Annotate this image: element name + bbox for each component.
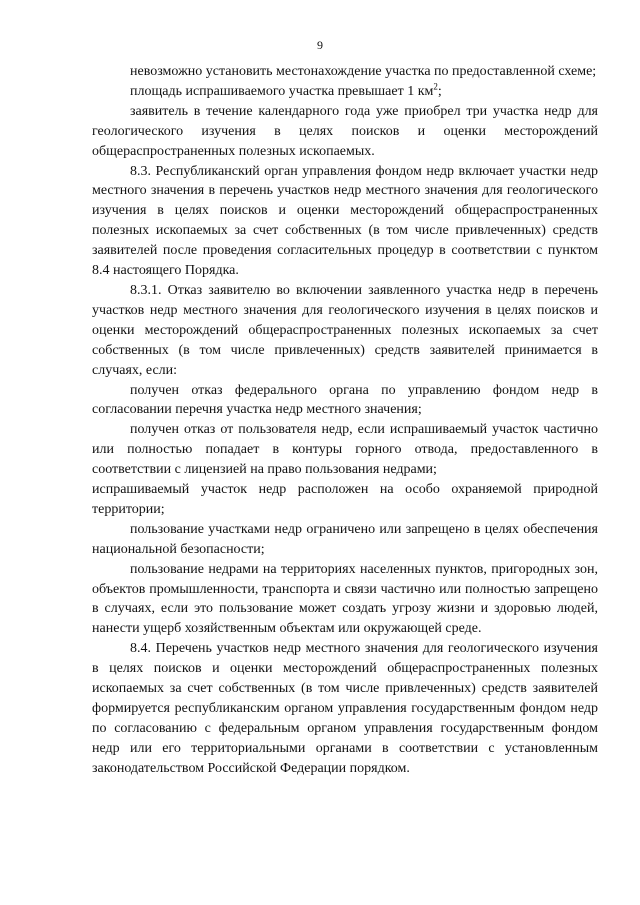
paragraph-text: 8.4. Перечень участков недр местного значения для геологического изучения в целях поисков и оценки месторождений общераспространенных полезных ископаемых за счет собственных (в том числе привлеченных) средств заявителей формируется республиканским органом управления государственным фондом недр по согласованию с федеральным органом управления государственным фондом недр или его территориальными органами в соответствии с установленным законодательством Российской Федерации порядком.: [92, 641, 598, 776]
paragraph-8-3: [92, 162, 598, 281]
paragraph-8-4: [92, 639, 598, 778]
paragraph-text: невозможно установить местонахождение участка по предоставленной схеме;: [130, 64, 597, 79]
paragraph-text: заявитель в течение календарного года уже приобрел три участка недр для геологического изучения в целях поисков и оценки месторождений общераспространенных полезных ископаемых.: [92, 103, 598, 159]
paragraph-federal-refusal: [92, 381, 598, 421]
paragraph-text: получен отказ федерального органа по управлению фондом недр в согласовании перечня участка недр местного значения;: [92, 382, 598, 418]
paragraph-area-exceeds: [92, 82, 598, 102]
paragraph-user-refusal: [92, 420, 598, 480]
page-number: 9: [317, 38, 323, 52]
paragraph-text: получен отказ от пользователя недр, если испрашиваемый участок частично или полностью попадает в контуры горного отвода, предоставленного в соответствии с лицензией на право пользования недрами;: [92, 422, 598, 478]
paragraph-national-security: [92, 520, 598, 560]
superscript: 2: [433, 81, 438, 92]
paragraph-text: испрашиваемый участок недр расположен на особо охраняемой природной территории;: [92, 482, 598, 517]
paragraph-text: 8.3. Республиканский орган управления фондом недр включает участки недр местного значения в перечень участков недр местного значения для геологического изучения в целях поисков и оценки месторождений общераспространенных полезных ископаемых за счет собственных (в том числе привлеченных) средств заявителей после проведения согласительных процедур в соответствии с пунктом 8.4 настоящего Порядка.: [92, 163, 598, 279]
paragraph-location-undetermined: [92, 62, 598, 82]
paragraph-protected-territory: [92, 480, 598, 520]
paragraph-settlements-restriction: [92, 560, 598, 640]
paragraph-tail: ;: [437, 83, 442, 99]
paragraph-text: площадь испрашиваемого участка превышает 1 км: [130, 83, 434, 99]
paragraph-text: пользование участками недр ограничено или запрещено в целях обеспечения национальной безопасности;: [92, 521, 598, 557]
paragraph-text: пользование недрами на территориях населенных пунктов, пригородных зон, объектов промышленности, транспорта и связи частично или полностью запрещено в случаях, если это пользование может создать угрозу жизни и здоровью людей, нанести ущерб хозяйственным объектам или окружающей среде.: [92, 561, 598, 637]
document-body: [92, 62, 598, 779]
paragraph-8-3-1: [92, 281, 598, 381]
paragraph-three-plots-acquired: [92, 102, 598, 162]
paragraph-text: 8.3.1. Отказ заявителю во включении заявленного участка недр в перечень участков недр местного значения для геологического изучения в целях поисков и оценки месторождений общераспространенных полезных ископаемых за счет собственных (в том числе привлеченных) средств заявителей принимается в случаях, если:: [92, 282, 598, 378]
